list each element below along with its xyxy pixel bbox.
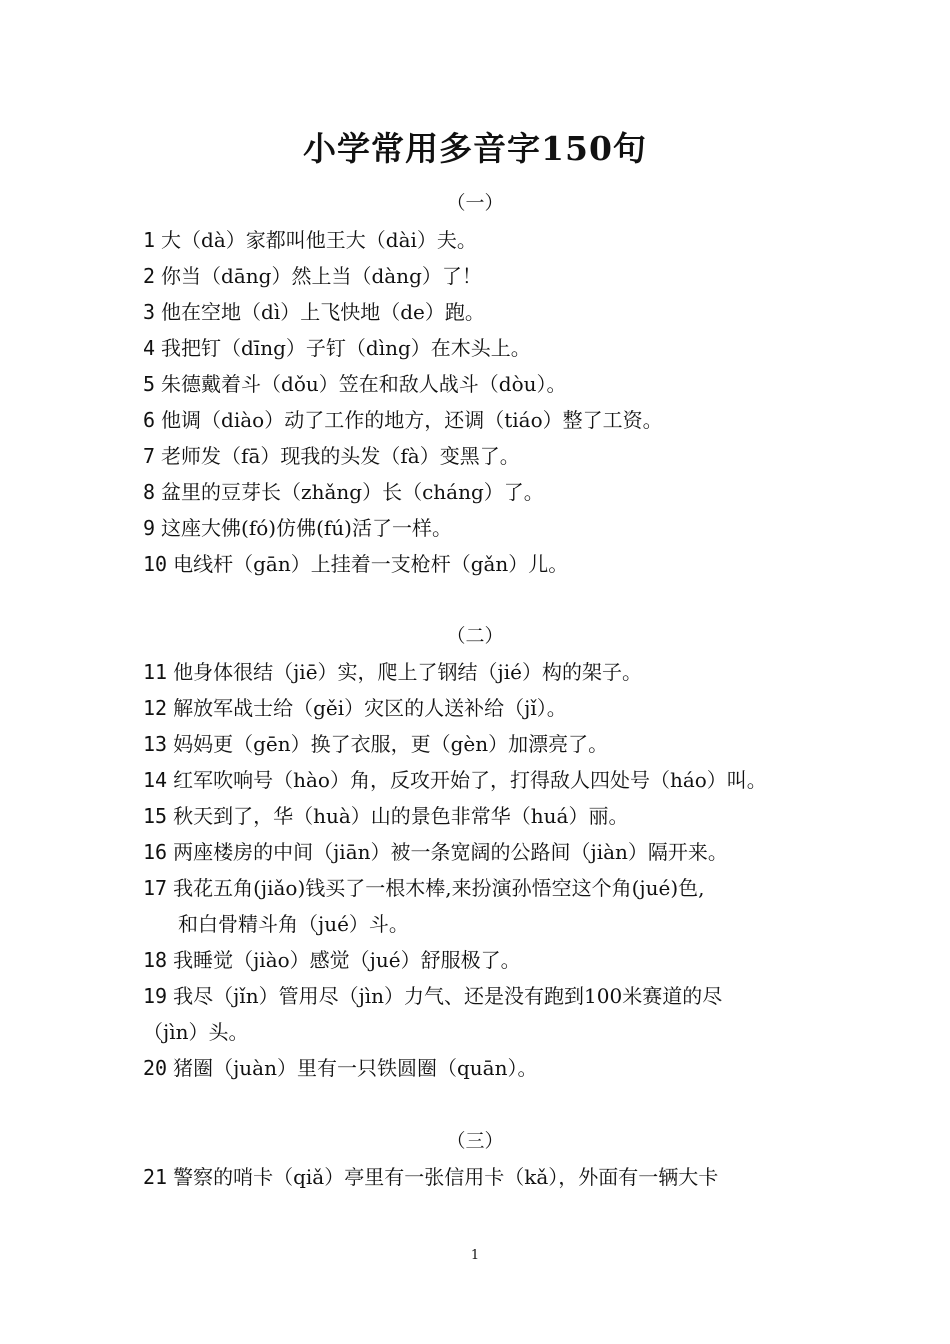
list-item — [143, 767, 823, 793]
item-number: 9 — [143, 516, 156, 540]
item-number: 12 — [143, 696, 168, 720]
item-text: 红军吹响号（hào）角，反攻开始了，打得敌人四处号（háo）叫。 — [173, 768, 767, 792]
list-item — [143, 659, 823, 685]
list-item — [143, 515, 823, 541]
page-number: 1 — [470, 1248, 480, 1263]
item-text: 他调（diào）动了工作的地方，还调（tiáo）整了工资。 — [161, 408, 663, 432]
list-item — [143, 875, 823, 901]
list-item — [143, 1055, 823, 1081]
item-number: 2 — [143, 264, 156, 288]
item-text: 老师发（fā）现我的头发（fà）变黑了。 — [161, 444, 520, 468]
list-item — [143, 803, 823, 829]
item-number: 7 — [143, 444, 156, 468]
item-number: 17 — [143, 876, 168, 900]
item-number: 8 — [143, 480, 156, 504]
item-number: 1 — [143, 228, 156, 252]
list-item — [143, 983, 823, 1009]
item-number: 13 — [143, 732, 168, 756]
item-text: 警察的哨卡（qiǎ）亭里有一张信用卡（kǎ），外面有一辆大卡 — [173, 1165, 719, 1189]
item-text: 我睡觉（jiào）感觉（jué）舒服极了。 — [173, 948, 521, 972]
section-heading: （二） — [446, 625, 504, 647]
list-item — [143, 947, 823, 973]
list-item — [143, 371, 823, 397]
item-text: 这座大佛(fó)仿佛(fú)活了一样。 — [161, 516, 452, 540]
item-text: 电线杆（gān）上挂着一支枪杆（gǎn）儿。 — [173, 552, 569, 576]
item-text: 他身体很结（jiē）实，爬上了钢结（jié）构的架子。 — [173, 660, 642, 684]
item-number: 11 — [143, 660, 168, 684]
list-item — [143, 1164, 823, 1190]
item-number: 5 — [143, 372, 156, 396]
section-heading: （一） — [446, 192, 504, 214]
item-number: 15 — [143, 804, 168, 828]
item-number: 20 — [143, 1056, 168, 1080]
item-text: 解放军战士给（gěi）灾区的人送补给（jǐ）。 — [173, 696, 567, 720]
list-item — [143, 299, 823, 325]
item-text: 妈妈更（gēn）换了衣服，更（gèn）加漂亮了。 — [173, 732, 609, 756]
item-number: 21 — [143, 1165, 168, 1189]
item-number: 19 — [143, 984, 168, 1008]
list-item — [143, 407, 823, 433]
item-text: 大（dà）家都叫他王大（dài）夫。 — [161, 228, 477, 252]
item-number: 16 — [143, 840, 168, 864]
list-item-continuation: 和白骨精斗角（jué）斗。 — [178, 912, 409, 936]
list-item — [143, 443, 823, 469]
item-number: 10 — [143, 552, 168, 576]
list-item — [143, 479, 823, 505]
list-item-continuation: （jìn）头。 — [143, 1020, 249, 1044]
item-text: 秋天到了，华（huà）山的景色非常华（huá）丽。 — [173, 804, 629, 828]
item-number: 18 — [143, 948, 168, 972]
list-item — [143, 731, 823, 757]
list-item — [143, 227, 823, 253]
item-text: 我尽（jǐn）管用尽（jìn）力气、还是没有跑到100米赛道的尽 — [173, 984, 723, 1008]
item-text: 我花五角(jiǎo)钱买了一根木棒,来扮演孙悟空这个角(jué)色, — [173, 876, 705, 900]
item-number: 4 — [143, 336, 156, 360]
item-number: 3 — [143, 300, 156, 324]
item-text: 他在空地（dì）上飞快地（de）跑。 — [161, 300, 485, 324]
item-text: 盆里的豆芽长（zhǎng）长（cháng）了。 — [161, 480, 544, 504]
item-text: 朱德戴着斗（dǒu）笠在和敌人战斗（dòu）。 — [161, 372, 567, 396]
item-text: 我把钉（dīng）子钉（dìng）在木头上。 — [161, 336, 531, 360]
section-heading: （三） — [446, 1130, 504, 1152]
item-number: 14 — [143, 768, 168, 792]
list-item — [143, 263, 823, 289]
page-title: 小学常用多音字150句 — [303, 129, 647, 168]
item-text: 猪圈（juàn）里有一只铁圆圈（quān）。 — [173, 1056, 538, 1080]
list-item — [143, 335, 823, 361]
list-item — [143, 551, 823, 577]
list-item — [143, 839, 823, 865]
list-item — [143, 695, 823, 721]
item-text: 你当（dāng）然上当（dàng）了！ — [161, 264, 482, 288]
item-text: 两座楼房的中间（jiān）被一条宽阔的公路间（jiàn）隔开来。 — [173, 840, 728, 864]
item-number: 6 — [143, 408, 156, 432]
